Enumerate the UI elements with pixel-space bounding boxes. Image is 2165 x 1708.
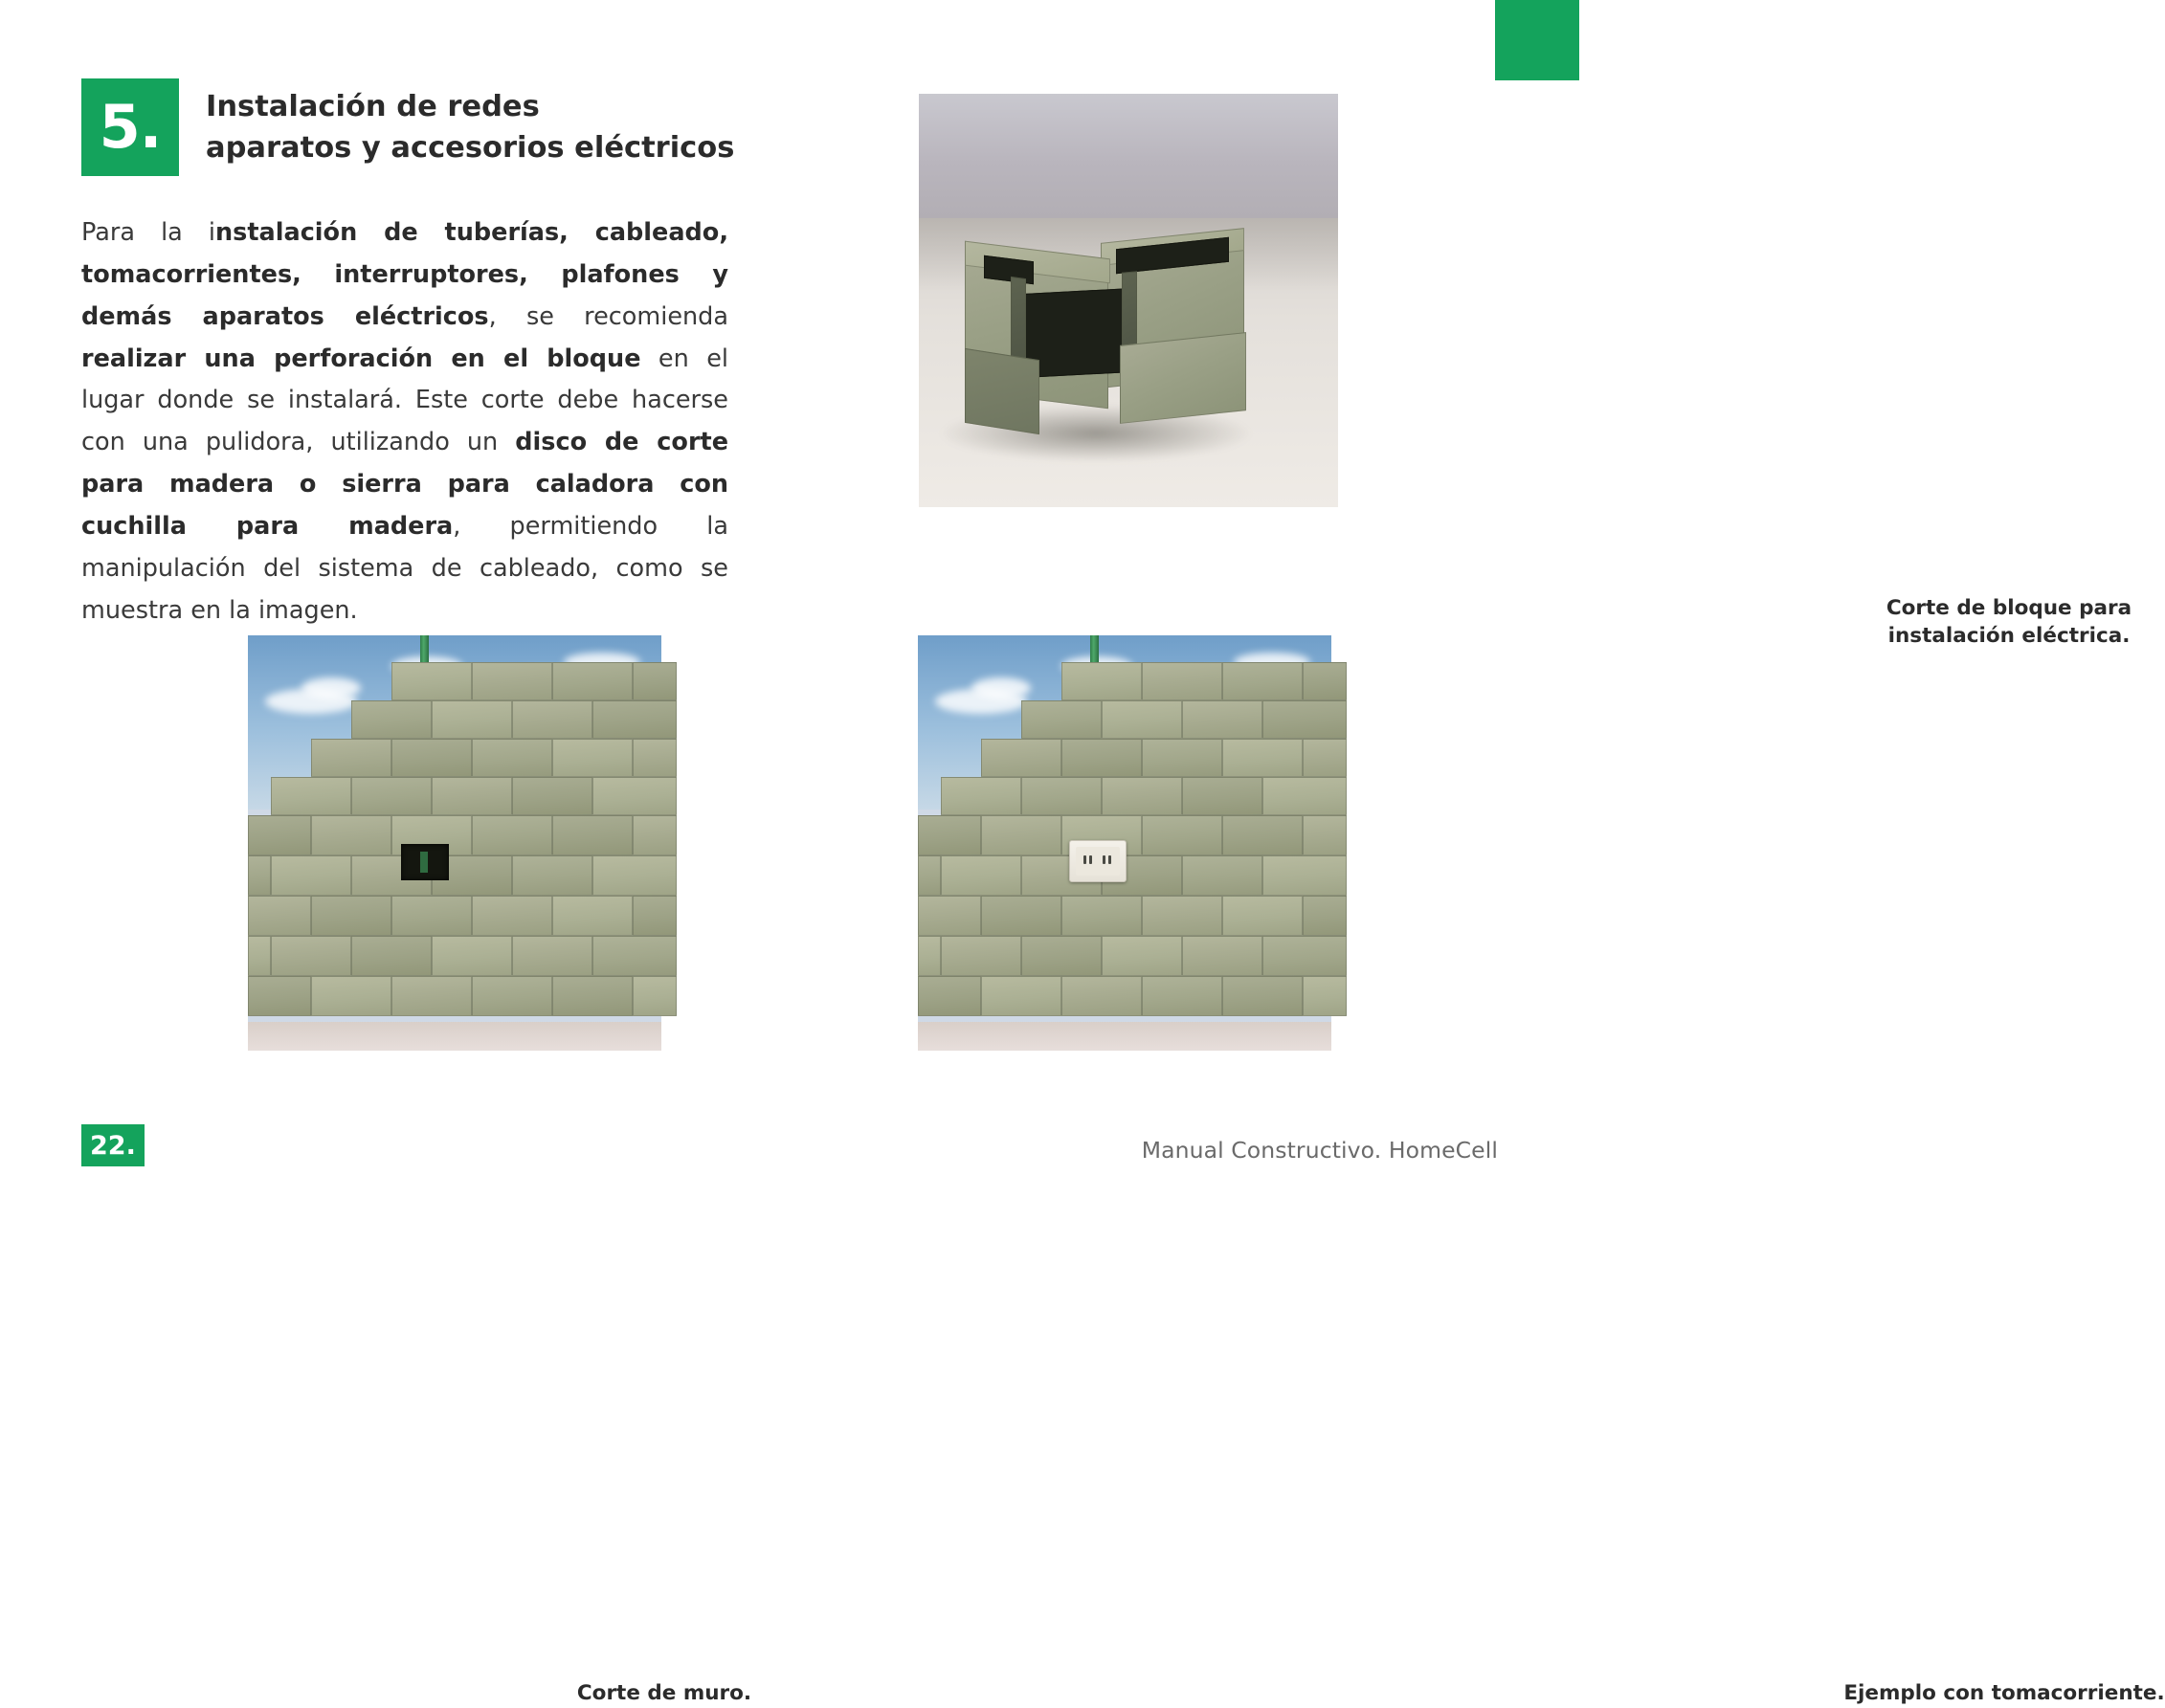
brick-row-4-b [311,815,391,855]
brick-row-3-d [512,777,592,815]
brick-row-1-b [432,700,512,739]
brick-row-8-f [1303,976,1347,1016]
brick-row-0-c [1222,662,1303,700]
caption-line-1: Corte de muro. [576,1681,752,1705]
brick-row-4-a [918,815,981,855]
brick-row-5-b [271,855,351,896]
scene-ground [918,1022,1331,1051]
brick-row-0-d [633,662,677,700]
brick-row-5-a [248,855,271,896]
scene-backdrop-upper [919,94,1338,218]
figure-wall-cut-caption [577,1680,751,1708]
brick-row-8-c [391,976,472,1016]
brick-row-6-e [552,896,633,936]
brick-row-4-f [633,815,677,855]
brick-row-1-d [1262,700,1347,739]
brick-row-2-d [1222,739,1303,777]
render-scene-wall-cut [248,635,661,1051]
brick-row-5-f [592,855,677,896]
brick-row-8-c [1061,976,1142,1016]
brick-row-1-c [512,700,592,739]
block-front-lower-left [965,348,1039,434]
brick-row-0-a [1061,662,1142,700]
cloud-2 [301,677,361,699]
brick-row-2-e [633,739,677,777]
outlet-slot-3 [1103,855,1105,864]
brick-row-0-b [1142,662,1222,700]
brick-row-6-b [311,896,391,936]
brick-row-6-a [918,896,981,936]
page-number-badge: 22. [81,1124,145,1166]
text-run-2-bold: nstalación de tuberías, cableado, tomacorrientes, interruptores, plafones y demás aparatos eléctricos [81,218,728,331]
brick-row-2-c [1142,739,1222,777]
brick-row-6-d [472,896,552,936]
step-number-badge: 5. [81,78,179,176]
text-run-4-bold: realizar una perforación en el bloque [81,344,641,373]
figure-block-cut-image [919,94,1338,507]
figure-block-cut [919,94,2132,648]
body-text-column [81,212,728,632]
outlet-slot-4 [1108,855,1111,864]
brick-row-3-b [351,777,432,815]
outlet-slot-1 [1083,855,1086,864]
brick-row-6-f [633,896,677,936]
figure-outlet-image [918,635,1331,1051]
section-heading [81,78,734,176]
render-scene-wall-outlet [918,635,1331,1051]
wall-cut-opening [401,844,449,880]
brick-row-3-c [432,777,512,815]
render-scene-studio [919,94,1338,507]
brick-row-2-b [1061,739,1142,777]
brick-row-5-a [918,855,941,896]
scene-ground [248,1022,661,1051]
brick-row-6-d [1142,896,1222,936]
brick-row-8-e [552,976,633,1016]
block-front-lower-right [1120,332,1246,424]
body-paragraph [81,212,728,632]
brick-row-7-b [941,936,1021,976]
footer-note: Manual Constructivo. HomeCell [1141,1137,1498,1164]
brick-row-1-b [1102,700,1182,739]
brick-row-8-b [981,976,1061,1016]
brick-row-6-e [1222,896,1303,936]
brick-row-5-e [1182,855,1262,896]
brick-row-3-e [1262,777,1347,815]
text-run-7: , permitiendo la manipulación del sistema de cableado, como se muestra en la imagen. [81,512,728,625]
figure-wall-cut [248,635,752,1705]
page-title-line-1: Instalación de redes [206,90,540,123]
brick-row-7-d [432,936,512,976]
brick-row-6-c [391,896,472,936]
brick-row-8-e [1222,976,1303,1016]
figure-wall-cut-image [248,635,661,1051]
brick-row-7-c [1021,936,1102,976]
brick-row-8-a [918,976,981,1016]
brick-row-4-e [1222,815,1303,855]
brick-row-1-c [1182,700,1262,739]
brick-row-4-d [472,815,552,855]
brick-row-0-b [472,662,552,700]
brick-row-2-b [391,739,472,777]
brick-row-7-c [351,936,432,976]
brick-row-0-c [552,662,633,700]
brick-row-4-b [981,815,1061,855]
brick-row-4-d [1142,815,1222,855]
brick-row-1-d [592,700,677,739]
outlet-slot-2 [1089,855,1092,864]
brick-row-0-a [391,662,472,700]
brick-row-3-c [1102,777,1182,815]
brick-row-7-f [592,936,677,976]
brick-row-4-f [1303,815,1347,855]
brick-row-0-d [1303,662,1347,700]
text-run-5: en el lugar donde se instalará. Este corte debe hacerse con una pulidora, utilizando un [81,344,728,457]
text-run-6-bold: disco de corte para madera o sierra para caladora con cuchilla para madera [81,428,729,542]
brick-row-6-b [981,896,1061,936]
brick-row-2-d [552,739,633,777]
text-run-3: , se recomienda [488,301,728,331]
brick-row-3-e [592,777,677,815]
brick-row-8-a [248,976,311,1016]
outlet-face [1076,847,1120,876]
brick-row-7-b [271,936,351,976]
brick-row-5-f [1262,855,1347,896]
brick-row-4-e [552,815,633,855]
brick-row-8-b [311,976,391,1016]
brick-row-8-d [472,976,552,1016]
brick-row-3-d [1182,777,1262,815]
brick-row-6-f [1303,896,1347,936]
text-run-1: Para la i [81,218,216,247]
brick-row-7-e [1182,936,1262,976]
page-title [206,78,734,169]
brick-row-1-a [1021,700,1102,739]
brick-row-2-c [472,739,552,777]
electrical-outlet [1069,840,1127,882]
figure-outlet-caption [1843,1680,2164,1708]
brick-row-4-a [248,815,311,855]
brick-row-3-b [1021,777,1102,815]
brick-row-7-d [1102,936,1182,976]
figure-block-cut-caption [1886,595,2132,651]
brick-row-7-a [918,936,941,976]
brick-row-6-a [248,896,311,936]
page-title-line-2: aparatos y accesorios eléctricos [206,131,735,166]
brick-row-6-c [1061,896,1142,936]
brick-row-8-d [1142,976,1222,1016]
corner-accent-block [1495,0,1579,80]
brick-row-2-a [981,739,1061,777]
cloud-2 [971,677,1031,699]
brick-row-3-a [941,777,1021,815]
brick-row-5-e [512,855,592,896]
brick-row-7-f [1262,936,1347,976]
brick-row-1-a [351,700,432,739]
brick-row-5-b [941,855,1021,896]
caption-line-1: Ejemplo con tomacorriente. [1843,1681,2165,1705]
brick-row-7-a [248,936,271,976]
brick-row-2-e [1303,739,1347,777]
conduit-inside-cut [420,852,428,873]
caption-line-2: instalación eléctrica. [1887,623,2131,648]
brick-row-7-e [512,936,592,976]
brick-row-2-a [311,739,391,777]
caption-line-1: Corte de bloque para [1886,596,2132,620]
brick-row-8-f [633,976,677,1016]
brick-row-3-a [271,777,351,815]
